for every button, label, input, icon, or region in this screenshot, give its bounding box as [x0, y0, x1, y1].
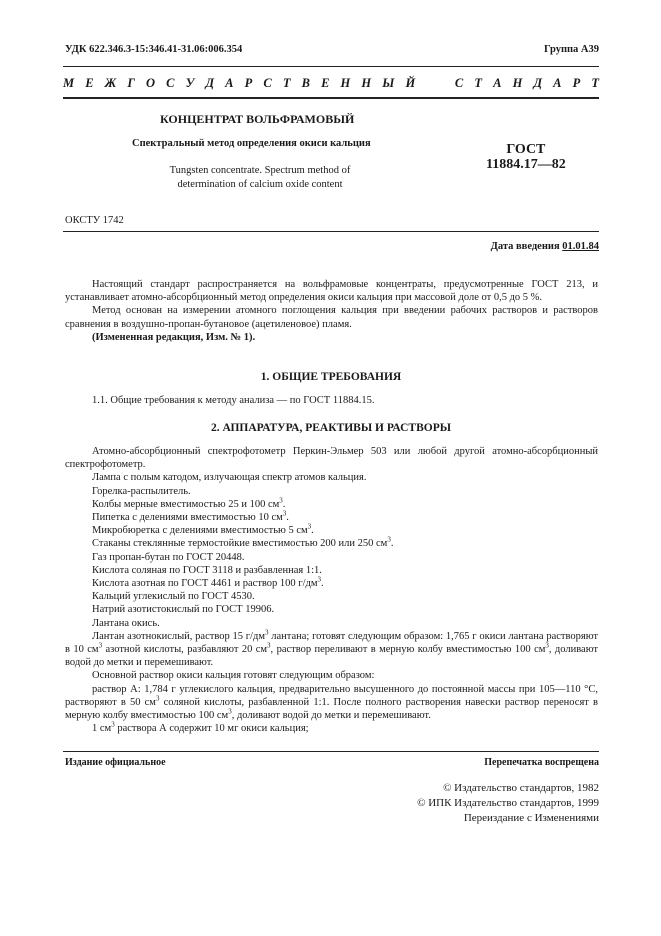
- clause-1-1: 1.1. Общие требования к методу анализа — по ГОСТ 11884.15.: [92, 395, 375, 406]
- banner-letter: Ы: [382, 76, 395, 90]
- item-text: Лантан азотнокислый, раствор 15 г/дм: [92, 630, 265, 642]
- banner-letter: [426, 76, 429, 91]
- banner-letter: Й: [405, 76, 416, 90]
- banner-rule: [63, 97, 599, 99]
- banner-letter: М: [63, 76, 75, 90]
- list-item: [65, 524, 598, 537]
- banner-letter: О: [146, 76, 156, 90]
- superscript: 3: [228, 707, 232, 716]
- banner-letter: С: [263, 76, 272, 90]
- banner-letter: Т: [282, 76, 291, 90]
- banner-letter: Н: [512, 76, 523, 90]
- oksty-code: ОКСТУ 1742: [65, 215, 124, 226]
- reissue-note: Переиздание с Изменениями: [463, 812, 599, 824]
- banner-letter: Н: [340, 76, 351, 90]
- banner-letter: Ж: [104, 76, 117, 90]
- document-subtitle: Спектральный метод определения окиси кальция: [132, 138, 371, 149]
- superscript: 3: [111, 720, 115, 729]
- oksty-rule: [63, 231, 599, 232]
- superscript: 3: [282, 509, 287, 518]
- copyright-block: [417, 781, 599, 826]
- english-title-line: determination of calcium oxide content: [177, 179, 343, 190]
- item-text: Микробюретка с делениями вместимостью 5 см: [92, 525, 308, 537]
- preamble: [65, 278, 598, 344]
- footer-rule: [63, 751, 599, 752]
- section-2-heading: 2. АППАРАТУРА, РЕАКТИВЫ И РАСТВОРЫ: [210, 422, 452, 434]
- item-text: 1 см: [92, 723, 112, 735]
- list-item: Натрий азотистокислый по ГОСТ 19906.: [92, 604, 275, 616]
- banner-letter: Т: [591, 76, 599, 90]
- item-text: , раствор переливают в мерную колбу вместимостью 100 см: [270, 644, 546, 656]
- copyright-line: © Издательство стандартов, 1982: [443, 782, 599, 794]
- item-text: .: [321, 578, 324, 590]
- gost-code: 11884.17—82: [486, 157, 566, 172]
- list-item: [65, 537, 598, 550]
- superscript: 3: [279, 496, 283, 505]
- intro-date-value: 01.01.84: [562, 241, 599, 252]
- group-code: Группа А39: [543, 44, 599, 55]
- list-item: Газ пропан-бутан по ГОСТ 20448.: [92, 551, 245, 563]
- banner-letter: Г: [127, 76, 135, 90]
- gost-label: ГОСТ: [506, 142, 546, 157]
- list-item: Кислота соляная по ГОСТ 3118 и разбавленная 1:1.: [92, 564, 322, 576]
- list-item: Кальций углекислый по ГОСТ 4530.: [92, 591, 255, 603]
- item-text: .: [286, 512, 289, 524]
- item-text: Стаканы стеклянные термостойкие вместимостью 200 или 250 см: [92, 538, 388, 550]
- banner-letter: В: [301, 76, 310, 90]
- banner-letter: Р: [244, 76, 253, 90]
- banner-letter: А: [553, 76, 562, 90]
- section-2-body: [65, 445, 598, 735]
- list-item: [65, 577, 598, 590]
- item-text: Пипетка с делениями вместимостью 10 см: [92, 512, 283, 524]
- superscript: 3: [317, 575, 321, 584]
- section-1-text: [65, 394, 598, 407]
- superscript: 3: [267, 641, 271, 650]
- amendment-note: (Измененная редакция, Изм. № 1).: [92, 331, 256, 343]
- banner-letter: С: [166, 76, 175, 90]
- item-text: азотной кислоты, разбавляют 20 см: [102, 644, 268, 656]
- banner-letter: С: [454, 76, 464, 90]
- item-text: Колбы мерные вместимостью 25 и 100 см: [92, 498, 280, 510]
- banner-letter: У: [185, 76, 195, 90]
- banner-letter: Н: [361, 76, 372, 90]
- english-title-line: Tungsten concentrate. Spectrum method of: [169, 165, 351, 176]
- preamble-paragraph: Метод основан на измерении атомного поглощения кальция при введении рабочих растворов и растворов сравнения в воздушно-пропан-бутановое (ацетиленовое) пламя.: [65, 305, 598, 330]
- banner-letter: Д: [205, 76, 215, 90]
- banner-letter: Д: [533, 76, 542, 90]
- document-title: КОНЦЕНТРАТ ВОЛЬФРАМОВЫЙ: [160, 112, 355, 126]
- list-item: [65, 498, 598, 511]
- preamble-paragraph: Настоящий стандарт распространяется на вольфрамовые концентраты, предусмотренные ГОСТ 213, и устанавливает атомно-абсорбционный метод определения окиси кальция при массовой доле от 0,5 до 5 %.: [65, 279, 598, 304]
- introduction-date: [491, 241, 599, 252]
- list-item: Лантана окись.: [92, 617, 160, 629]
- list-item: [65, 630, 598, 670]
- banner-letter: Р: [572, 76, 581, 90]
- banner-letter: Е: [85, 76, 94, 90]
- item-text: .: [282, 498, 286, 510]
- section-1-heading: 1. ОБЩИЕ ТРЕБОВАНИЯ: [260, 371, 402, 383]
- item-text: раствор А: 1,784 г углекислого кальция, предварительно высушенного до постоянной массы при 105—110 °С, растворяют в 50 см: [65, 683, 598, 708]
- gost-number: [486, 142, 566, 172]
- item-text: , доливают водой до метки и перемешивают.: [231, 710, 431, 722]
- superscript: 3: [545, 641, 549, 650]
- superscript: 3: [264, 628, 269, 637]
- list-item: Горелка-распылитель.: [92, 485, 191, 497]
- banner-letter: Е: [321, 76, 330, 90]
- superscript: 3: [155, 694, 160, 703]
- udk-code: УДК 622.346.3-15:346.41-31.06:006.354: [65, 44, 243, 55]
- superscript: 3: [387, 535, 391, 544]
- list-item: Атомно-абсорбционный спектрофотометр Перкин-Эльмер 503 или любой другой атомно-абсорбционный спектрофотометр.: [65, 446, 598, 471]
- intro-label: Дата введения: [490, 241, 560, 252]
- english-title: [150, 164, 370, 192]
- item-text: .: [311, 525, 314, 537]
- reprint-prohibited: Перепечатка воспрещена: [484, 757, 599, 768]
- list-item: Основной раствор окиси кальция готовят следующим образом:: [92, 670, 375, 682]
- banner-letter: А: [225, 76, 234, 90]
- banner-letter: [441, 76, 444, 91]
- banner-letter: А: [493, 76, 502, 90]
- interstate-standard-banner: [63, 76, 599, 91]
- list-item: Лампа с полым катодом, излучающая спектр атомов кальция.: [92, 472, 367, 484]
- list-item: [65, 511, 598, 524]
- item-text: раствора А содержит 10 мг окиси кальция;: [114, 723, 309, 735]
- item-text: Кислота азотная по ГОСТ 4461 и раствор 100 г/дм: [92, 578, 318, 590]
- list-item: [65, 722, 598, 735]
- copyright-line: © ИПК Издательство стандартов, 1999: [417, 797, 599, 809]
- official-edition: Издание официальное: [65, 757, 166, 768]
- item-text: соляной кислоты, разбавленной 1:1. После полного растворения навески раствор переносят в мерную колбу вместимостью 100 см: [65, 696, 598, 722]
- banner-letter: Т: [474, 76, 482, 90]
- top-rule: [63, 66, 599, 67]
- list-item: [65, 683, 598, 723]
- superscript: 3: [98, 641, 103, 650]
- superscript: 3: [307, 522, 312, 531]
- item-text: .: [390, 538, 394, 550]
- item-text: лантана; готовят следующим образом: 1,765 г окиси лантана растворяют в 10 см: [65, 630, 599, 656]
- item-text: , доливают водой до метки и перемешивают.: [65, 644, 599, 669]
